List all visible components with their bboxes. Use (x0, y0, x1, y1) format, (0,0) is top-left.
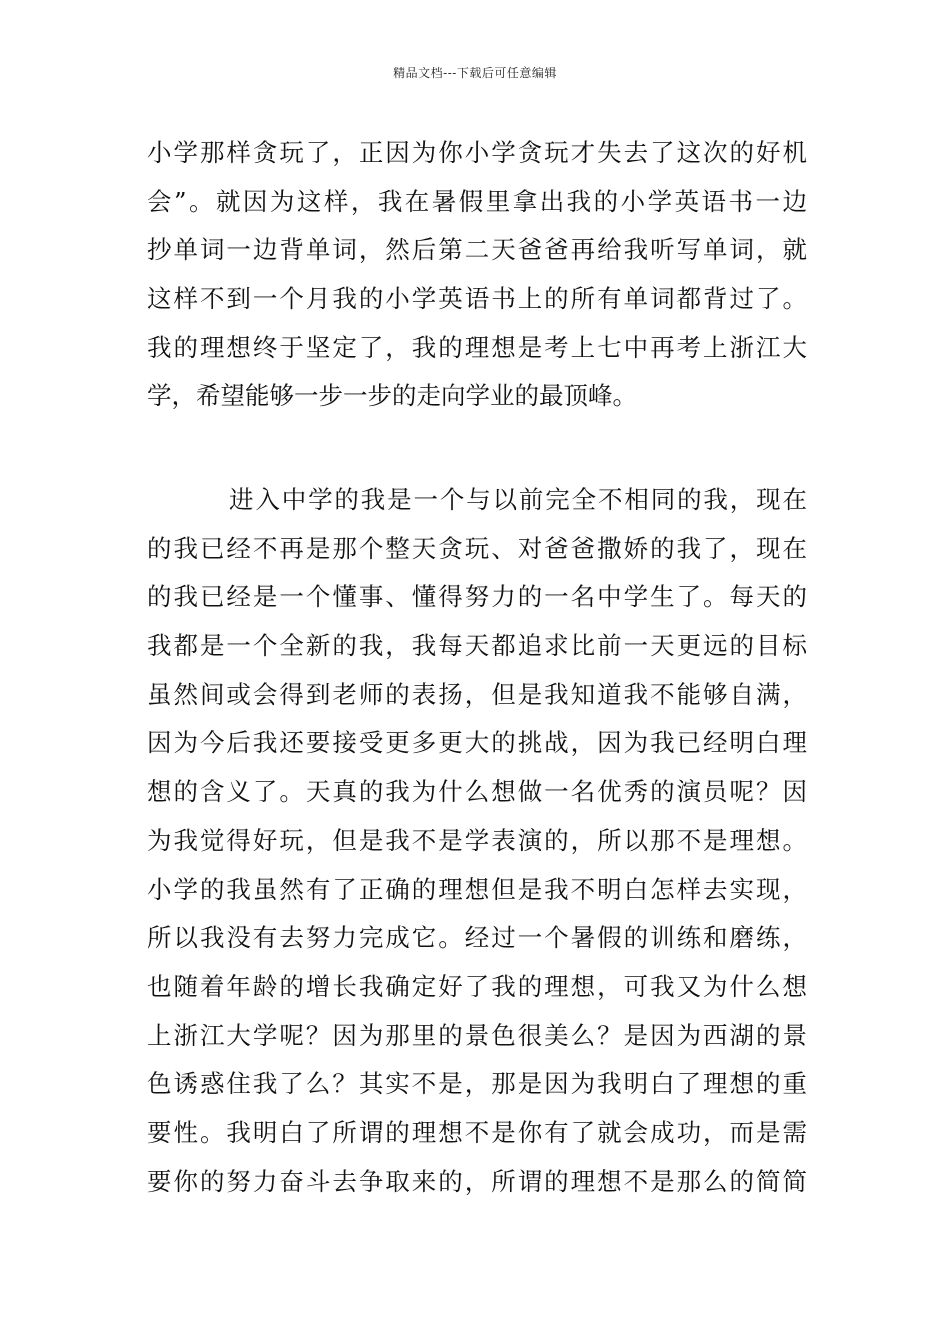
text-line: 色诱惑住我了么？其实不是，那是因为我明白了理想的重 (147, 1069, 807, 1099)
text-line: 要性。我明白了所谓的理想不是你有了就会成功，而是需 (147, 1117, 807, 1147)
text-line: 小学的我虽然有了正确的理想但是我不明白怎样去实现， (147, 874, 807, 904)
text-line: 小学那样贪玩了，正因为你小学贪玩才失去了这次的好机 (147, 138, 807, 167)
text-line: 学，希望能够一步一步的走向学业的最顶峰。 (147, 381, 637, 411)
text-line: 也随着年龄的增长我确定好了我的理想，可我又为什么想 (147, 971, 807, 1001)
text-line: 想的含义了。天真的我为什么想做一名优秀的演员呢？因 (147, 777, 807, 807)
text-line: 这样不到一个月我的小学英语书上的所有单词都背过了。 (147, 284, 807, 314)
text-line: 抄单词一边背单词，然后第二天爸爸再给我听写单词，就 (147, 235, 807, 265)
paragraph-2 (147, 476, 807, 1206)
text-line: 为我觉得好玩，但是我不是学表演的，所以那不是理想。 (147, 825, 807, 855)
text-line: 的我已经不再是那个整天贪玩、对爸爸撒娇的我了，现在 (147, 533, 807, 563)
text-line: 上浙江大学呢？因为那里的景色很美么？是因为西湖的景 (147, 1020, 807, 1050)
text-line: 进入中学的我是一个与以前完全不相同的我，现在 (229, 485, 807, 514)
text-line: 所以我没有去努力完成它。经过一个暑假的训练和磨练， (147, 923, 807, 953)
text-line: 我的理想终于坚定了，我的理想是考上七中再考上浙江大 (147, 332, 807, 362)
text-line: 的我已经是一个懂事、懂得努力的一名中学生了。每天的 (147, 582, 807, 612)
text-line: 因为今后我还要接受更多更大的挑战，因为我已经明白理 (147, 728, 807, 758)
page-header: 精品文档---下载后可任意编辑 (393, 66, 557, 80)
text-line: 我都是一个全新的我，我每天都追求比前一天更远的目标 (147, 631, 807, 661)
paragraph-1 (147, 129, 807, 421)
text-line: 会”。就因为这样，我在暑假里拿出我的小学英语书一边 (147, 186, 807, 216)
text-line: 要你的努力奋斗去争取来的，所谓的理想不是那么的简简 (147, 1166, 807, 1196)
text-line: 虽然间或会得到老师的表扬，但是我知道我不能够自满， (147, 679, 807, 709)
